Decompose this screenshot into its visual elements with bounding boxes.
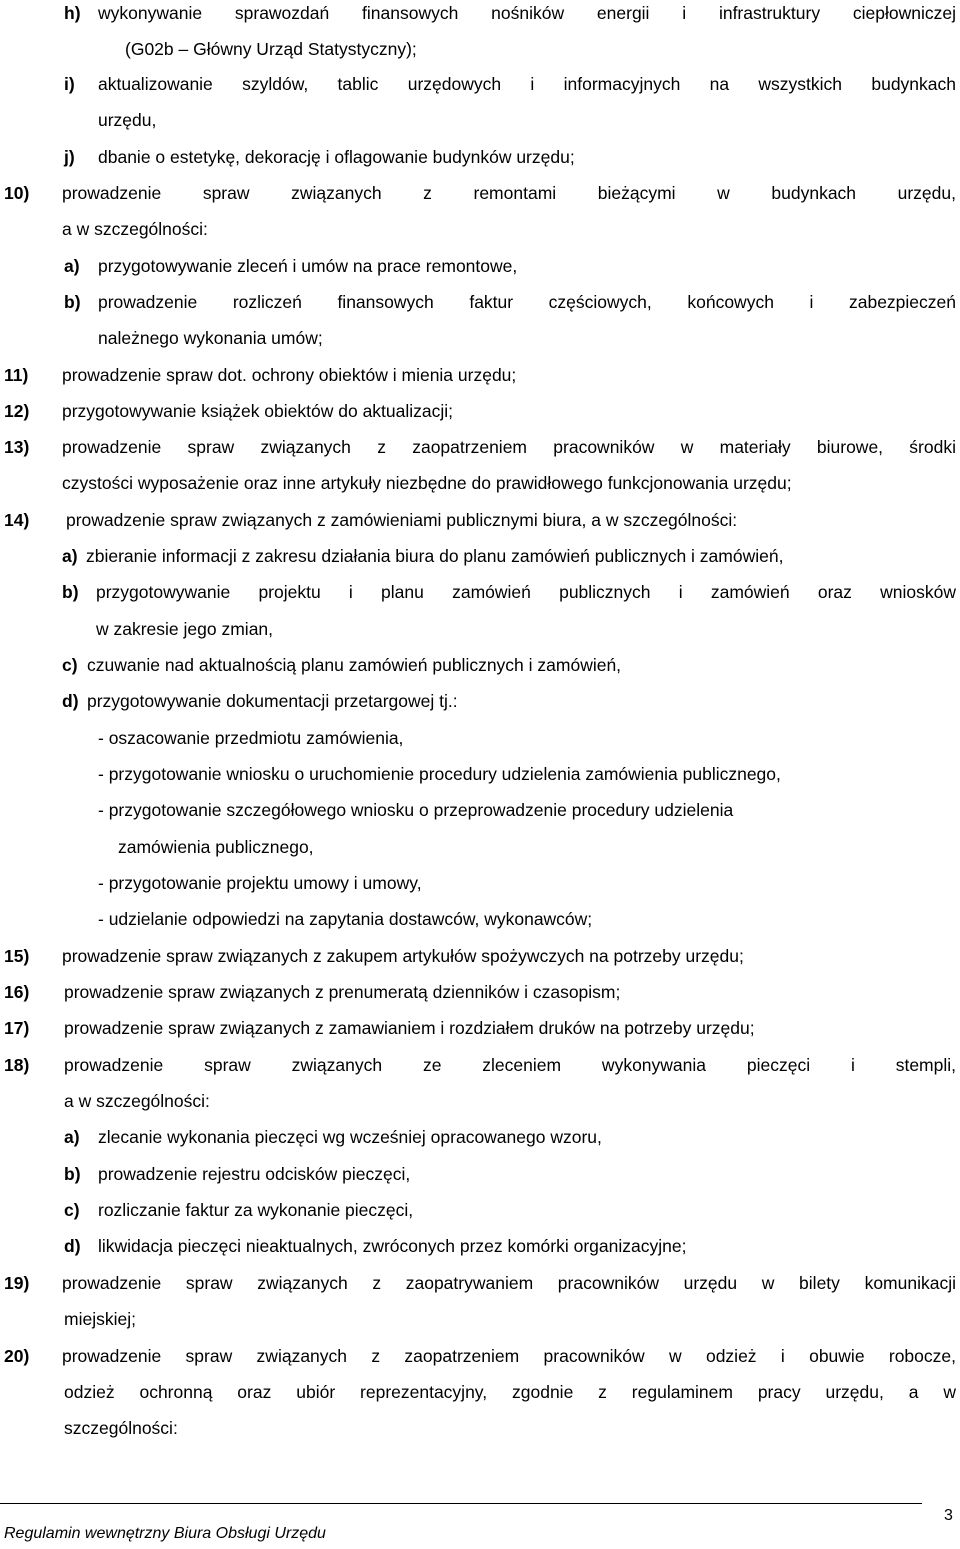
list-item-text: prowadzenie spraw związanych z prenumeratą dzienników i czasopism; (64, 982, 621, 1002)
list-item-text: zlecanie wykonania pieczęci wg wcześniej opracowanego wzoru, (98, 1127, 602, 1147)
list-item-text: likwidacja pieczęci nieaktualnych, zwróconych przez komórki organizacyjne; (98, 1236, 687, 1256)
list-item-text: prowadzenie spraw związanych z zamówieniami publicznymi biura, a w szczególności: (66, 510, 738, 530)
dash-item: - przygotowanie projektu umowy i umowy, (98, 873, 422, 893)
list-marker: 15) (4, 946, 30, 966)
list-marker: 16) (4, 982, 30, 1002)
list-marker: a) (64, 1127, 80, 1147)
list-item-text: miejskiej; (64, 1309, 136, 1329)
list-marker: d) (62, 691, 79, 711)
list-item-text: w zakresie jego zmian, (96, 619, 274, 639)
list-item-text: (G02b – Główny Urząd Statystyczny); (125, 39, 417, 59)
list-item-text: prowadzenie spraw związanych z remontami bieżącymi w budynkach urzędu, (62, 183, 956, 203)
list-item-text: zbieranie informacji z zakresu działania biura do planu zamówień publicznych i zamówień, (86, 546, 784, 566)
list-item-text: przygotowywanie dokumentacji przetargowej tj.: (87, 691, 458, 711)
list-item-text: aktualizowanie szyldów, tablic urzędowych i informacyjnych na wszystkich budynkach (98, 74, 956, 94)
list-item-text: odzież ochronną oraz ubiór reprezentacyjny, zgodnie z regulaminem pracy urzędu, a w (64, 1382, 956, 1402)
list-item-text: a w szczególności: (64, 1091, 210, 1111)
list-marker: 11) (4, 365, 29, 385)
footer-title: Regulamin wewnętrzny Biura Obsługi Urzędu (4, 1525, 326, 1542)
dash-item: - przygotowanie szczegółowego wniosku o przeprowadzenie procedury udzielenia (98, 800, 734, 820)
list-marker: i) (64, 74, 75, 94)
dash-item: - przygotowanie wniosku o uruchomienie procedury udzielenia zamówienia publicznego, (98, 764, 781, 784)
list-marker: 13) (4, 437, 30, 457)
list-item-text: czystości wyposażenie oraz inne artykuły niezbędne do prawidłowego funkcjonowania urzędu; (62, 473, 792, 493)
list-marker: 17) (4, 1018, 30, 1038)
list-item-text: prowadzenie rozliczeń finansowych faktur częściowych, końcowych i zabezpieczeń (98, 292, 956, 312)
list-item-text: prowadzenie spraw związanych z zaopatrzeniem pracowników w odzież i obuwie robocze, (62, 1346, 956, 1366)
list-marker: h) (64, 3, 81, 23)
list-marker: c) (62, 655, 78, 675)
list-marker: 12) (4, 401, 30, 421)
list-item-text: prowadzenie spraw dot. ochrony obiektów i mienia urzędu; (62, 365, 517, 385)
list-marker: 19) (4, 1273, 30, 1293)
list-item-text: czuwanie nad aktualnością planu zamówień publicznych i zamówień, (87, 655, 622, 675)
list-marker: 10) (4, 183, 30, 203)
list-item-text: wykonywanie sprawozdań finansowych nośników energii i infrastruktury ciepłowniczej (98, 3, 956, 23)
list-item-text: prowadzenie spraw związanych ze zleceniem wykonywania pieczęci i stempli, (64, 1055, 956, 1075)
list-item-text: należnego wykonania umów; (98, 328, 323, 348)
list-marker: a) (62, 546, 78, 566)
list-marker: b) (64, 292, 81, 312)
list-item-text: przygotowywanie książek obiektów do aktualizacji; (62, 401, 454, 421)
footer-divider (0, 1503, 922, 1504)
list-item-text: przygotowywanie projektu i planu zamówień publicznych i zamówień oraz wniosków (96, 582, 956, 602)
list-marker: a) (64, 256, 80, 276)
list-item-text: rozliczanie faktur za wykonanie pieczęci, (98, 1200, 414, 1220)
list-marker: d) (64, 1236, 81, 1256)
list-item-text: szczególności: (64, 1418, 178, 1438)
list-marker: b) (62, 582, 79, 602)
list-marker: 20) (4, 1346, 30, 1366)
list-marker: 18) (4, 1055, 30, 1075)
list-item-text: prowadzenie spraw związanych z zakupem artykułów spożywczych na potrzeby urzędu; (62, 946, 744, 966)
list-item-text: dbanie o estetykę, dekorację i oflagowanie budynków urzędu; (98, 147, 575, 167)
list-marker: j) (64, 147, 75, 167)
list-item-text: prowadzenie spraw związanych z zamawianiem i rozdziałem druków na potrzeby urzędu; (64, 1018, 755, 1038)
list-item-text: prowadzenie rejestru odcisków pieczęci, (98, 1164, 411, 1184)
list-item-text: prowadzenie spraw związanych z zaopatrywaniem pracowników urzędu w bilety komunikacji (62, 1273, 956, 1293)
list-item-text: a w szczególności: (62, 219, 208, 239)
list-item-text: prowadzenie spraw związanych z zaopatrzeniem pracowników w materiały biurowe, środki (62, 437, 956, 457)
list-marker: c) (64, 1200, 80, 1220)
list-item-text: urzędu, (98, 110, 157, 130)
dash-item: - udzielanie odpowiedzi na zapytania dostawców, wykonawców; (98, 909, 593, 929)
list-marker: 14) (4, 510, 30, 530)
page-number: 3 (944, 1507, 953, 1524)
dash-item: - oszacowanie przedmiotu zamówienia, (98, 728, 404, 748)
list-item-text: przygotowywanie zleceń i umów na prace remontowe, (98, 256, 518, 276)
list-marker: b) (64, 1164, 81, 1184)
dash-item: zamówienia publicznego, (118, 837, 314, 857)
